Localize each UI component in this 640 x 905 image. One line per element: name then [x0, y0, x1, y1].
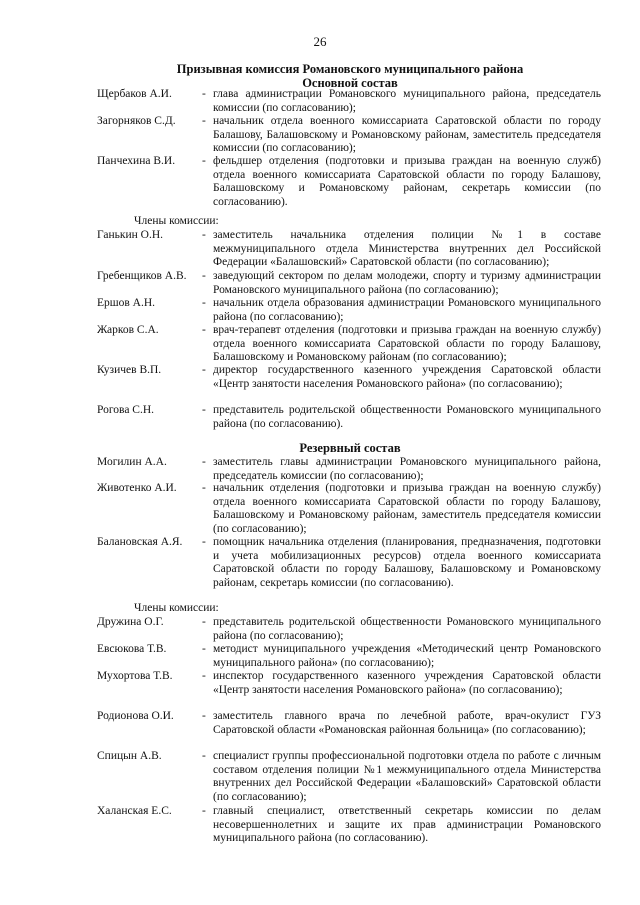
member-role: начальник отдела военного комиссариата Саратовской области по городу Балашову, Балашовскому и Романовскому районам, заместитель председателя комиссии (по согласованию);: [213, 115, 601, 155]
member-name: Родионова О.И.: [97, 710, 174, 722]
members-label: Члены комиссии:: [134, 215, 219, 227]
dash: -: [202, 670, 206, 682]
members-label: Члены комиссии:: [134, 602, 219, 614]
member-name: Могилин А.А.: [97, 456, 167, 468]
member-role: главный специалист, ответственный секретарь комиссии по делам несовершеннолетних и защите их прав администрации Романовского муниципального района (по согласованию).: [213, 805, 601, 845]
dash: -: [202, 229, 206, 241]
member-name: Панчехина В.И.: [97, 155, 176, 167]
dash: -: [202, 456, 206, 468]
dash: -: [202, 115, 206, 127]
dash: -: [202, 750, 206, 762]
member-role: заместитель главы администрации Романовского муниципального района, председатель комиссии (по согласованию);: [213, 456, 601, 482]
member-role: помощник начальника отделения (планирования, предназначения, подготовки и учета мобилизационных ресурсов) отдела военного комиссариата Саратовской области по городу Балашову, Балашовскому и Романовскому районам, секретарь комиссии (по согласованию).: [213, 536, 601, 590]
member-name: Щербаков А.И.: [97, 88, 172, 100]
dash: -: [202, 364, 206, 376]
member-role: представитель родительской общественности Романовского муниципального района (по согласованию);: [213, 616, 601, 642]
dash: -: [202, 297, 206, 309]
member-name: Ершов А.Н.: [97, 297, 156, 309]
member-name: Спицын А.В.: [97, 750, 162, 762]
member-role: начальник отдела образования администрации Романовского муниципального района (по согласованию);: [213, 297, 601, 323]
dash: -: [202, 324, 206, 336]
member-role: глава администрации Романовского муниципального района, председатель комиссии (по согласованию);: [213, 88, 601, 114]
member-name: Балановская А.Я.: [97, 536, 183, 548]
member-name: Мухортова Т.В.: [97, 670, 173, 682]
dash: -: [202, 88, 206, 100]
member-name: Жарков С.А.: [97, 324, 159, 336]
member-role: представитель родительской общественности Романовского муниципального района (по согласованию).: [213, 404, 601, 430]
member-name: Дружина О.Г.: [97, 616, 164, 628]
main-composition-heading: Основной состав: [302, 76, 398, 90]
member-name: Кузичев В.П.: [97, 364, 162, 376]
member-name: Ганькин О.Н.: [97, 229, 163, 241]
member-name: Животенко А.И.: [97, 482, 177, 494]
member-role: инспектор государственного казенного учреждения Саратовской области «Центр занятости населения Романовского района» (по согласованию);: [213, 670, 601, 696]
member-role: методист муниципального учреждения «Методический центр Романовского муниципального района» (по согласованию);: [213, 643, 601, 669]
dash: -: [202, 805, 206, 817]
reserve-composition-heading: Резервный состав: [299, 441, 401, 455]
dash: -: [202, 643, 206, 655]
member-name: Евсюкова Т.В.: [97, 643, 167, 655]
member-name: Халанская Е.С.: [97, 805, 172, 817]
dash: -: [202, 482, 206, 494]
dash: -: [202, 155, 206, 167]
page-number: 26: [313, 34, 327, 49]
member-role: врач-терапевт отделения (подготовки и призыва граждан на военную службу) отдела военного комиссариата Саратовской области по городу Балашову, Балашовскому и Романовскому районам (по согласованию);: [213, 324, 601, 364]
member-role: заместитель начальника отделения полиции №1 в составе межмуниципального отдела Министерства внутренних дел Российской Федерации «Балашовский» Саратовской области (по согласованию);: [213, 229, 601, 269]
member-name: Гребенщиков А.В.: [97, 270, 187, 282]
dash: -: [202, 270, 206, 282]
member-role: директор государственного казенного учреждения Саратовской области «Центр занятости населения Романовского района» (по согласованию);: [213, 364, 601, 390]
member-name: Загорняков С.Д.: [97, 115, 176, 127]
dash: -: [202, 616, 206, 628]
member-role: заместитель главного врача по лечебной работе, врач-окулист ГУЗ Саратовской области «Романовская районная больница» (по согласованию);: [213, 710, 601, 736]
member-role: начальник отделения (подготовки и призыва граждан на военную службу) отдела военного комиссариата Саратовской области по городу Балашову, Балашовскому и Романовскому районам, заместитель председателя комиссии (по согласованию);: [213, 482, 601, 536]
member-role: заведующий сектором по делам молодежи, спорту и туризму администрации Романовского муниципального района (по согласованию);: [213, 270, 601, 296]
dash: -: [202, 404, 206, 416]
dash: -: [202, 710, 206, 722]
member-role: фельдшер отделения (подготовки и призыва граждан на военную служб) отдела военного комиссариата Саратовской области по городу Балашову, Балашовскому и Романовскому районам, секретарь комиссии (по согласованию).: [213, 155, 601, 209]
member-name: Рогова С.Н.: [97, 404, 155, 416]
document-title: Призывная комиссия Романовского муниципального района: [176, 62, 524, 76]
member-role: специалист группы профессиональной подготовки отдела по работе с личным составом отделения полиции №1 межмуниципального отдела Министерства внутренних дел Российской Федерации «Балашовский» Саратовской области (по согласованию);: [213, 750, 601, 804]
dash: -: [202, 536, 206, 548]
